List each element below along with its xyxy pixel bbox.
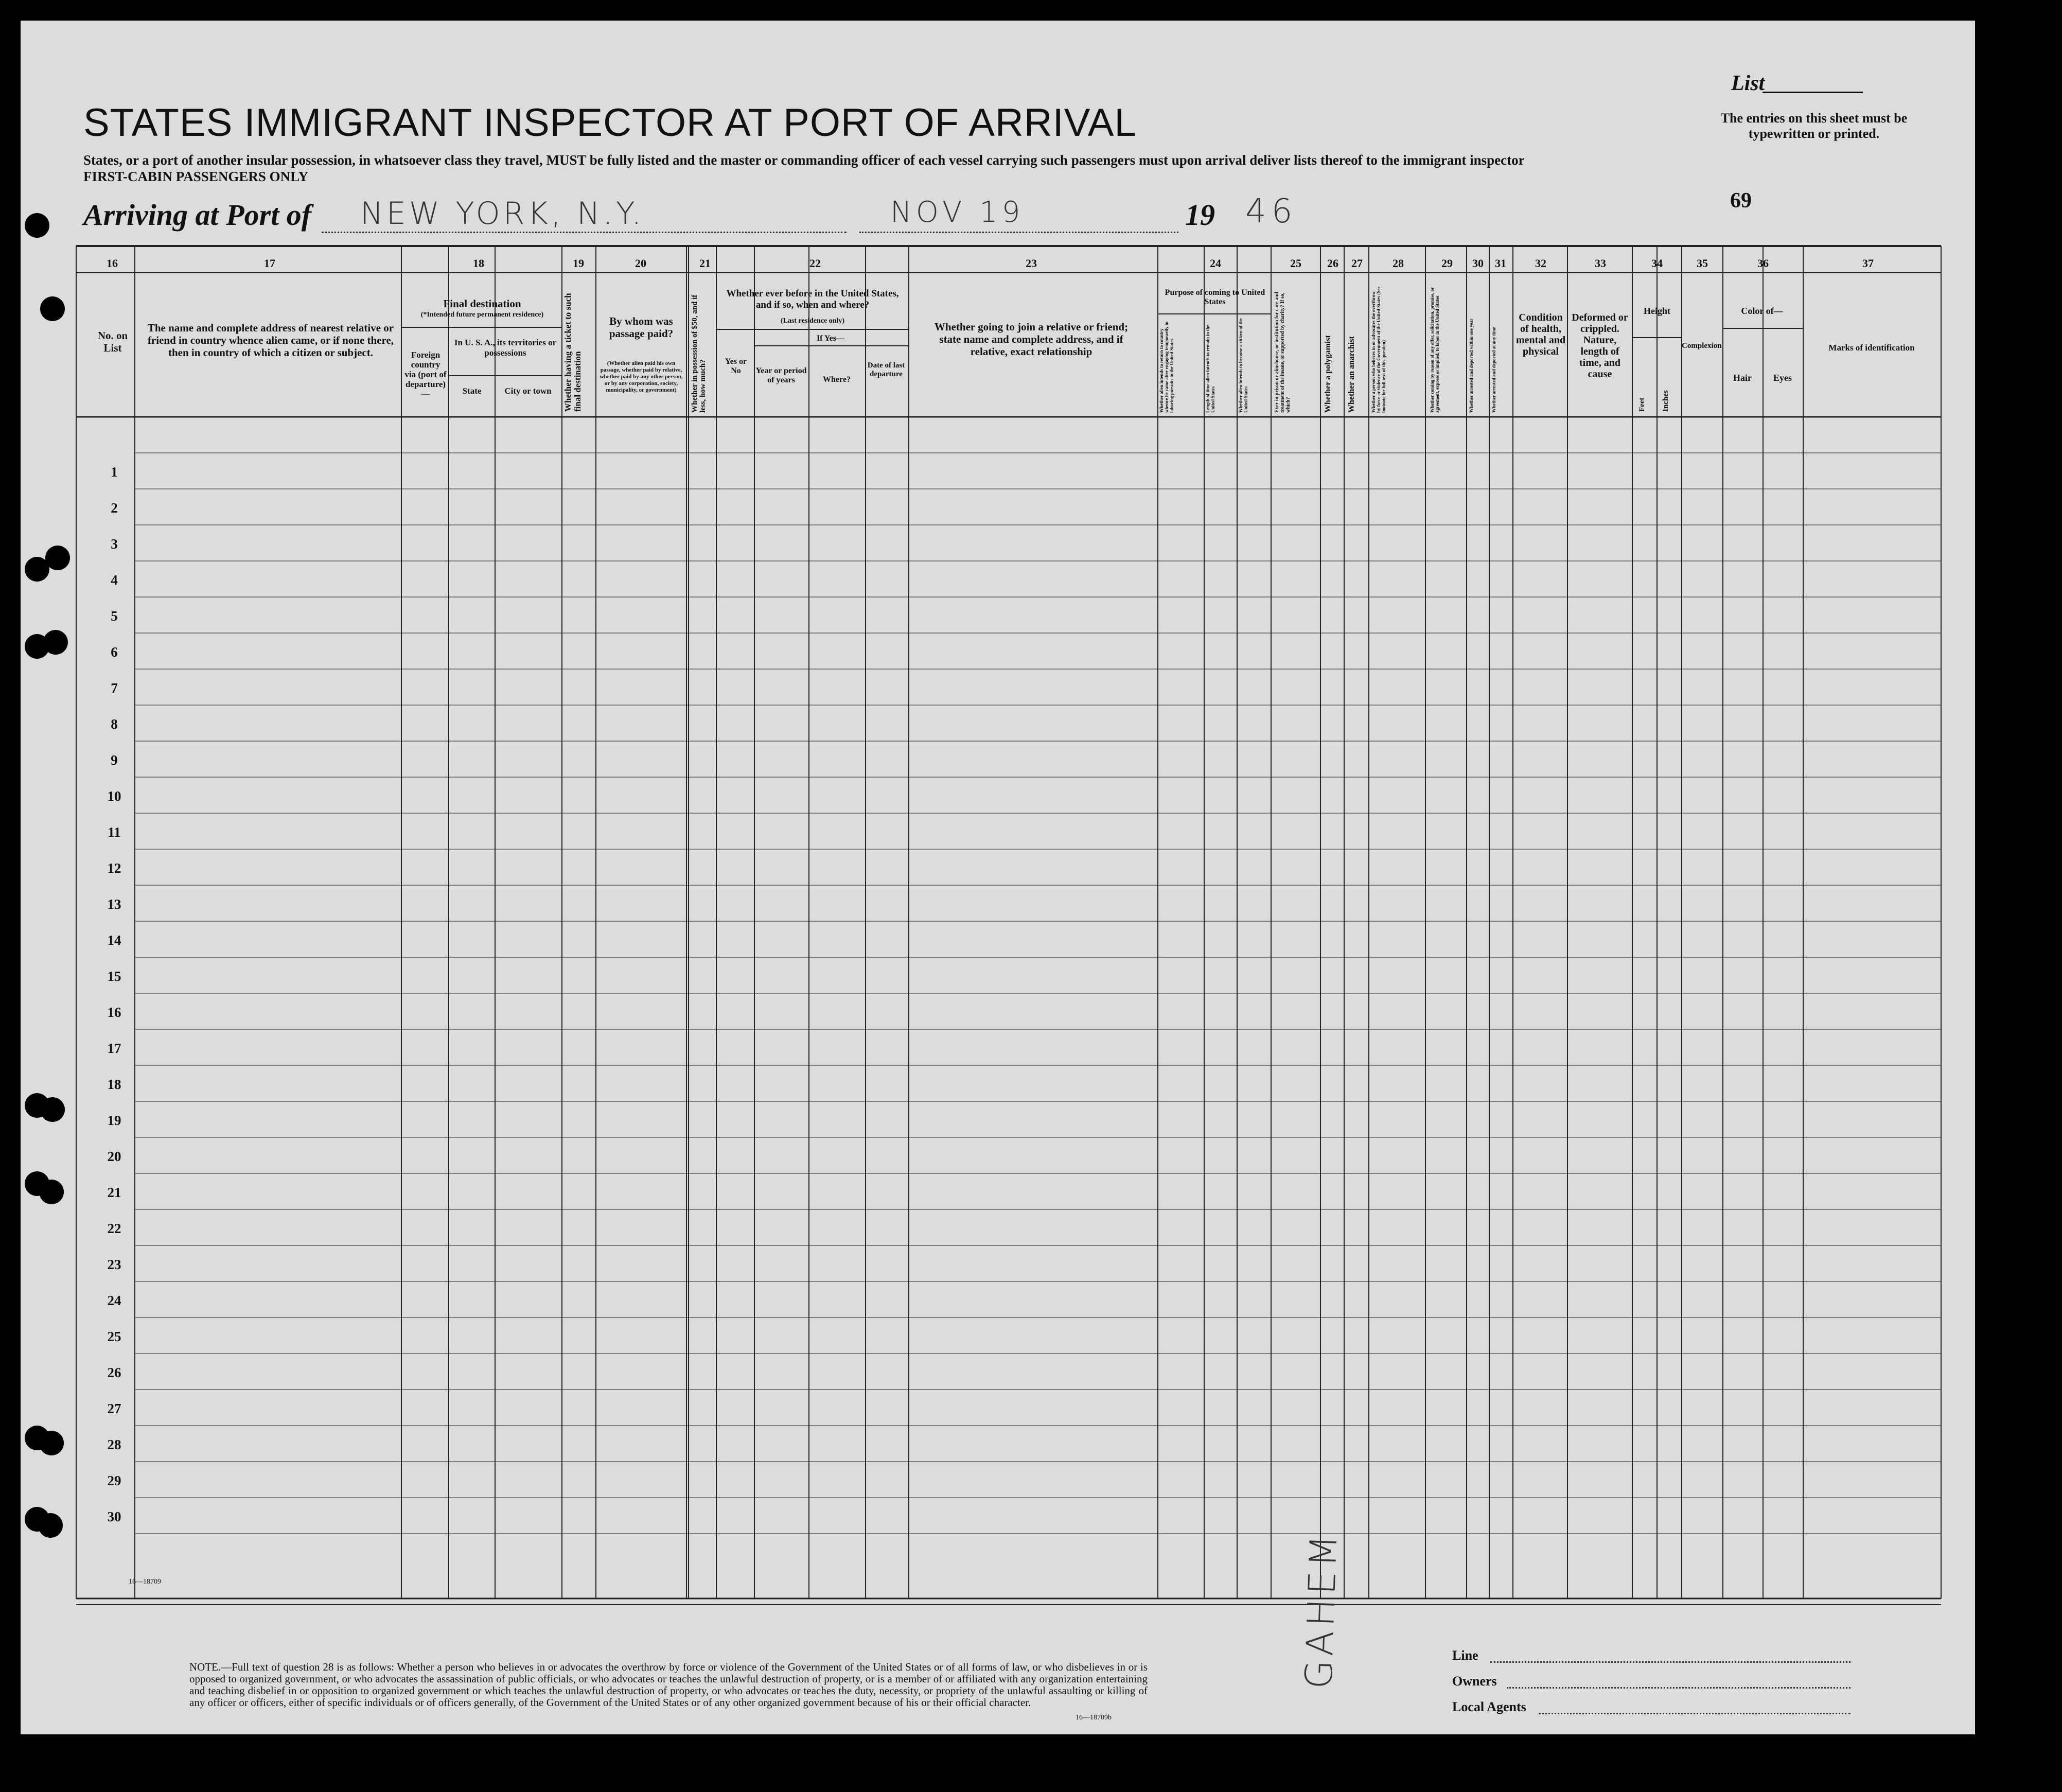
header-purpose-length: Length of time alien intends to remain in the United States <box>1205 325 1215 413</box>
header-purpose-citizen: Whether alien intends to become a citizen of the United States <box>1238 318 1248 413</box>
row-number: 22 <box>107 1221 121 1236</box>
local-agents-field-line <box>1539 1713 1850 1714</box>
column-number: 21 <box>699 257 711 270</box>
row-number: 12 <box>107 860 121 876</box>
header-complexion: Complexion <box>1682 342 1722 350</box>
column-number: 29 <box>1441 257 1453 270</box>
row-number: 20 <box>107 1149 121 1164</box>
header-purpose-return: Whether alien intends to return to country whence he came after engaging temporarily in laboring pursuits in the United States <box>1159 321 1174 413</box>
row-number: 2 <box>111 500 118 516</box>
row-number: 4 <box>111 572 118 588</box>
column-number: 27 <box>1351 257 1363 270</box>
row-number: 28 <box>107 1437 121 1452</box>
footnote-question-28: NOTE.—Full text of question 28 is as follows: Whether a person who believes in or advocates the overthrow by force or violence of the Government of the United States or of all forms of law, or who disbelieves in or is opposed to organized government, or who advocates the assassination of public officials, or who advocates or teaches the unlawful destruction of property, or is a member of or affiliated with any organization entertaining and teaching disbelief in or opposition to organized government or which teaches the unlawful destruction of property, or who advocates or teaches the duty, necessity, or propriety of the unlawful assaulting or killing of any officer or officers, either of specific individuals or of officers generally, of the Government of the United States or of any other organized government because of his or their official character. <box>189 1661 1148 1709</box>
row-number: 26 <box>107 1365 121 1380</box>
owners-label: Owners <box>1452 1674 1497 1689</box>
row-number: 16 <box>107 1005 121 1020</box>
column-number: 24 <box>1210 257 1221 270</box>
row-number: 27 <box>107 1401 121 1416</box>
header-labor-offer: Whether coming by reason of any offer, solicitation, promise, or agreement, express or implied, to labor in the United States <box>1430 287 1440 413</box>
row-number: 17 <box>107 1041 121 1056</box>
header-fifty-dollars: Whether in possession of $50, and if less, how much? <box>691 294 707 413</box>
column-number: 33 <box>1595 257 1606 270</box>
header-where: Where? <box>823 375 851 384</box>
row-number: 7 <box>111 680 118 696</box>
column-number: 26 <box>1327 257 1338 270</box>
header-year-or-period: Year or period of years <box>755 366 807 384</box>
owners-field-line <box>1507 1687 1850 1689</box>
column-number: 19 <box>573 257 584 270</box>
row-number: 24 <box>107 1293 121 1308</box>
column-number: 36 <box>1757 257 1769 270</box>
header-anarchist: Whether an anarchist <box>1347 336 1356 413</box>
header-purpose: Purpose of coming to United States <box>1165 288 1265 306</box>
header-no-on-list: No. on List <box>97 329 128 354</box>
row-number: 14 <box>107 933 121 948</box>
footnote-form-code: 16—18709b <box>1076 1714 1112 1721</box>
row-number: 15 <box>107 969 121 984</box>
header-prison-almshouse: Ever in prison or almshouse, or institution for care and treatment of the insane, or supported by charity? If so, which? <box>1274 292 1291 413</box>
header-polygamist: Whether a polygamist <box>1324 335 1332 413</box>
page-number: 69 <box>1730 189 1752 213</box>
first-cabin-label: FIRST-CABIN PASSENGERS ONLY <box>83 169 309 184</box>
header-health: Condition of health, mental and physical <box>1515 312 1566 357</box>
header-final-destination-note: (*Intended future permanent residence) <box>420 311 544 319</box>
row-number: 21 <box>107 1185 121 1200</box>
typewritten-note: The entries on this sheet must be typewritten or printed. <box>1720 111 1908 141</box>
year-prefix: 19 <box>1185 198 1215 232</box>
column-number: 37 <box>1862 257 1874 270</box>
row-number: 8 <box>111 716 118 732</box>
header-passage-paid: By whom was passage paid? <box>609 315 674 340</box>
header-deported-one-year: Whether arrested and deported within one year <box>1469 318 1474 413</box>
row-number: 6 <box>111 644 118 660</box>
form-code: 16—18709 <box>129 1578 161 1586</box>
header-foreign-country: Foreign country via (port of departure)— <box>404 350 447 399</box>
header-if-yes: If Yes— <box>816 334 845 343</box>
header-eyes: Eyes <box>1773 373 1792 383</box>
header-ever-in-us: Whether ever before in the United States, and if so, when and where? <box>726 288 899 310</box>
line-label: Line <box>1452 1648 1478 1663</box>
handwritten-margin-note: GAHEM <box>1297 1530 1346 1690</box>
header-final-destination: Final destination <box>443 297 521 310</box>
row-number: 23 <box>107 1257 121 1272</box>
header-in-usa: In U. S. A., its territories or possessions <box>454 338 557 358</box>
column-number: 18 <box>473 257 484 270</box>
header-height: Height <box>1644 306 1670 316</box>
column-number: 30 <box>1472 257 1484 270</box>
column-number: 34 <box>1651 257 1663 270</box>
column-number: 28 <box>1393 257 1404 270</box>
column-number: 22 <box>809 257 821 270</box>
date-value: NOV 19 <box>890 196 1025 229</box>
header-date-last-departure: Date of last departure <box>867 361 905 378</box>
row-number: 10 <box>107 788 121 804</box>
instructions-text: States, or a port of another insular possession, in whatsoever class they travel, MUST be fully listed and the master or commanding officer of each vessel carrying such passengers must upon arrival deliver lists thereof to the immigrant inspector <box>83 152 1525 168</box>
header-hair: Hair <box>1733 373 1752 383</box>
header-overthrow-question: Whether a person who believes in or advocates the overthrow by force or violence of the Government of the United States (See footnote for full text of this question) <box>1371 286 1386 413</box>
header-nearest-relative: The name and complete address of nearest relative or friend in country whence alien came, or if none there, then in country of which a citizen or subject. <box>147 322 394 359</box>
row-number: 18 <box>107 1077 121 1092</box>
header-passage-paid-note: (Whether alien paid his own passage, whether paid by relative, whether paid by any other person, or by any corporation, society, municipality, or government) <box>600 360 683 393</box>
column-number: 35 <box>1697 257 1708 270</box>
column-number: 20 <box>635 257 646 270</box>
arriving-port-label: Arriving at Port of <box>83 198 312 232</box>
port-value: NEW YORK, N.Y. <box>360 196 645 232</box>
row-number: 13 <box>107 897 121 912</box>
year-suffix: 46 <box>1245 192 1298 231</box>
row-number: 5 <box>111 608 118 624</box>
header-feet: Feet <box>1638 397 1646 412</box>
column-number: 16 <box>107 257 118 270</box>
row-number: 25 <box>107 1329 121 1344</box>
header-city-or-town: City or town <box>504 386 552 396</box>
row-number: 30 <box>107 1509 121 1524</box>
row-number: 1 <box>111 464 118 480</box>
column-number: 31 <box>1495 257 1506 270</box>
form-title: STATES IMMIGRANT INSPECTOR AT PORT OF ARRIVAL <box>83 101 1137 145</box>
column-number: 17 <box>264 257 275 270</box>
row-number: 19 <box>107 1113 121 1128</box>
header-marks-identification: Marks of identification <box>1828 343 1915 353</box>
list-label: List <box>1731 72 1765 95</box>
header-inches: Inches <box>1662 390 1670 412</box>
local-agents-label: Local Agents <box>1452 1699 1526 1714</box>
row-number: 29 <box>107 1473 121 1488</box>
row-number: 3 <box>111 536 118 552</box>
header-ticket: Whether having a ticket to such final destination <box>563 293 583 412</box>
header-joining-relative: Whether going to join a relative or friend; state name and complete address, and if relative, exact relationship <box>934 321 1129 358</box>
header-deported-any-time: Whether arrested and deported at any time <box>1491 327 1496 413</box>
header-color-of: Color of— <box>1741 306 1783 316</box>
row-number: 11 <box>108 824 121 840</box>
row-number: 9 <box>111 752 118 768</box>
column-number: 32 <box>1535 257 1546 270</box>
header-last-residence: (Last residence only) <box>780 317 845 325</box>
header-state: State <box>462 386 482 396</box>
column-number: 25 <box>1290 257 1301 270</box>
header-deformed: Deformed or crippled. Nature, length of time, and cause <box>1572 312 1628 380</box>
column-number: 23 <box>1026 257 1037 270</box>
header-yes-or-no: Yes or No <box>725 357 747 375</box>
line-field-line <box>1490 1661 1850 1663</box>
